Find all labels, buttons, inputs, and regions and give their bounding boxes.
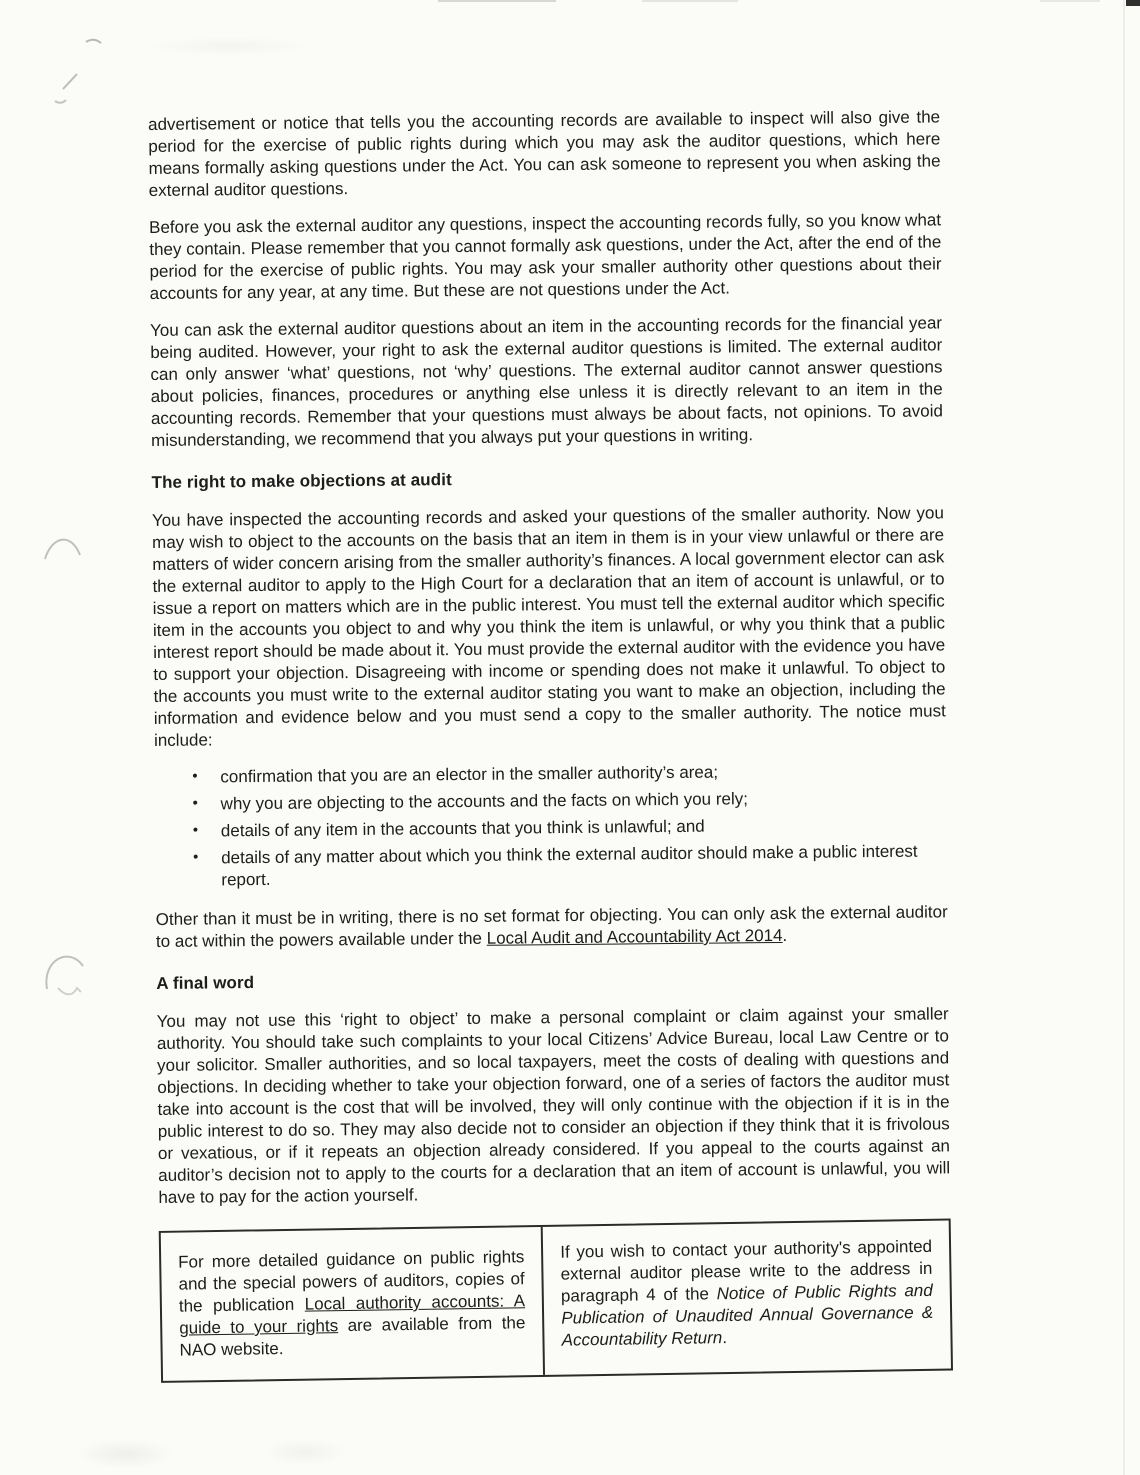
guidance-text: [178, 1246, 526, 1361]
scan-corner-mark: [1126, 0, 1140, 6]
bullet-icon: •: [192, 794, 198, 812]
paragraph-objections: You have inspected the accounting records and asked your questions of the smaller authority. Now you may wish to object to the accounts on the basis that an item in them is in your view unlawful or there are matters of wider concern arising from the smaller authority’s finances. A local government elector can ask the external auditor to apply to the High Court for a declaration that an item of account is unlawful, or to issue a report on matters which are in the public interest. You must tell the external auditor which specific item in the accounts you object to and why you think the item is unlawful, or why you think that a public interest report should be made about it. You must provide the external auditor with the evidence you have to support your objection. Disagreeing with income or spending does not make it unlawful. To object to the accounts you must write to the external auditor stating you want to make an objection, including the information and evidence below and you must send a copy to the smaller authority. The notice must include:: [151, 503, 946, 750]
paragraph-no-set-format: [156, 901, 948, 953]
section-heading-objections: The right to make objections at audit: [151, 470, 452, 492]
paragraph-text: For more detailed guidance on public rights and the special powers of auditors, copies of the publication: [178, 1247, 525, 1316]
scan-top-edge-mark: [642, 0, 738, 2]
list-item-text: confirmation that you are an elector in the smaller authority’s area;: [220, 762, 719, 787]
link-local-audit-act-2014[interactable]: Local Audit and Accountability Act 2014: [486, 925, 783, 948]
section-heading-final-word: A final word: [156, 973, 255, 993]
scan-top-edge-mark: [1040, 0, 1100, 2]
list-item: [193, 813, 947, 842]
list-item-text: why you are objecting to the accounts and the facts on which you rely;: [220, 789, 749, 814]
scan-top-edge-mark: [438, 0, 556, 2]
guidance-box-left-cell: [161, 1227, 545, 1381]
link-nao-guide[interactable]: Local authority accounts: A guide to your rights: [179, 1291, 526, 1338]
paragraph-text: .: [722, 1328, 728, 1348]
scan-smudge: [55, 1428, 435, 1474]
paragraph-text: .: [782, 925, 788, 945]
list-item: [193, 786, 947, 815]
bullet-icon: •: [192, 821, 199, 839]
paragraph-final-word: You may not use this ‘right to object’ to make a personal complaint or claim against your smaller authority. You should take such complaints to your local Citizens’ Advice Bureau, local Law Centre or to your solicitor. Smaller authorities, and so local taxpayers, meet the costs of dealing with questions and objections. In deciding whether to take your objection forward, one of a series of factors the auditor must take into account is the cost that will be involved, they will only continue with the objection if it is in the public interest to do so. They may also decide not to consider an objection if they think that it is frivolous or vexatious, or if it repeats an objection already considered. If you appeal to the courts against an auditor’s decision not to apply to the courts for a declaration that an item of account is unlawful, you will have to pay for the action yourself.: [156, 1004, 951, 1207]
paragraph-text: If you wish to contact your authority's appointed external auditor please write to the address in paragraph 4 of the: [560, 1236, 933, 1306]
publication-title: Notice of Public Rights and Publication of Unaudited Annual Governance & Accountability Return: [561, 1280, 934, 1350]
paragraph-text: Other than it must be in writing, there is no set format for objecting. You can only ask the external auditor to act within the powers available under the: [155, 902, 948, 951]
guidance-contact-box: [159, 1219, 953, 1383]
list-item: [193, 840, 947, 891]
list-item-text: details of any matter about which you think the external auditor should make a public interest report.: [221, 841, 918, 890]
list-item: [192, 759, 946, 788]
contact-text: [560, 1236, 933, 1352]
list-item-text: details of any item in the accounts that you think is unlawful; and: [220, 816, 705, 841]
paragraph-question-limits: You can ask the external auditor questions about an item in the accounting records for the financial year being audited. However, your right to ask the external auditor questions is limited. The external auditor can only answer ‘what’ questions, not ‘why’ questions. The external auditor cannot answer questions about policies, finances, procedures or anything else unless it is directly relevant to an item in the accounting records. Remember that your questions must always be about facts, not opinions. To avoid misunderstanding, we recommend that you always put your questions in writing.: [149, 313, 943, 450]
paragraph-text: are available from the NAO website.: [179, 1313, 526, 1360]
paragraph-before-questions: Before you ask the external auditor any questions, inspect the accounting records fully, so you know what they contain. Please remember that you cannot formally ask questions, under the Act, after the end of the period for the exercise of public rights. You may ask your smaller authority other questions about their accounts for any year, at any time. But these are not questions under the Act.: [148, 210, 942, 303]
document-content: [148, 106, 952, 1383]
scan-edge-line: [1123, 0, 1125, 1475]
bullet-icon: •: [193, 848, 199, 866]
scan-smudge: [90, 28, 390, 68]
paragraph-public-rights: advertisement or notice that tells you the accounting records are available to inspect will also give the period for the exercise of public rights during which you may ask the auditor questions, which here means formally asking questions under the Act. You can ask someone to represent you when asking the external auditor questions.: [148, 107, 941, 200]
guidance-box-right-cell: [543, 1221, 951, 1375]
objection-requirements-list: [154, 759, 947, 892]
bullet-icon: •: [192, 767, 198, 785]
